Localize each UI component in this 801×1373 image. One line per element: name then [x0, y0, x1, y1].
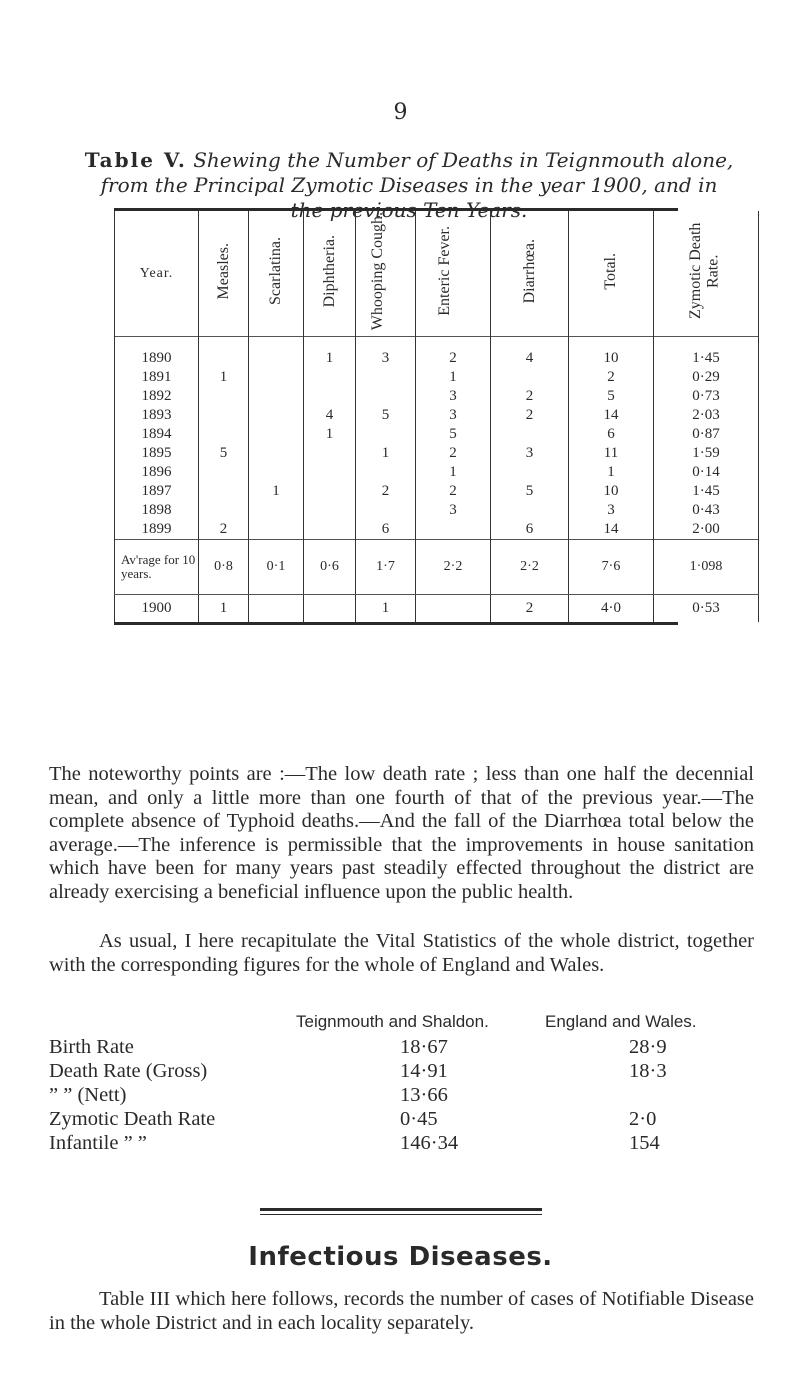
table-cell [356, 425, 416, 444]
header-diarrhoea: Diarrhœa. [491, 211, 569, 337]
paragraph-recapitulate: As usual, I here recapitulate the Vital Statistics of the whole district, together with the corresponding figures for the whole of England and Wales. [49, 930, 754, 976]
table-cell: 0·1 [249, 540, 304, 595]
table-header-row [115, 211, 759, 337]
table-cell [304, 482, 356, 501]
table-cell: 1·45 [654, 337, 759, 369]
table-cell [416, 520, 491, 540]
vital-value-teignmouth: 14·91 [400, 1060, 448, 1082]
table-cell [249, 337, 304, 369]
table-body [115, 337, 759, 540]
deaths-table [114, 211, 759, 622]
table-cell: 6 [356, 520, 416, 540]
table-bottom-rule [114, 622, 678, 625]
vital-rows [49, 1036, 754, 1156]
table-cell: 5 [356, 406, 416, 425]
vital-header [49, 1012, 754, 1036]
caption-text: Shewing the Number of Deaths in Teignmouth alone, from the Principal Zymotic Diseases in the year 1900, and in the previous Ten Years. [100, 148, 734, 222]
table-cell [356, 463, 416, 482]
vital-row [49, 1084, 754, 1108]
section-title: Infectious Diseases. [248, 1242, 553, 1272]
table-cell: 6 [491, 520, 569, 540]
table-cell: 1 [199, 595, 249, 623]
table-cell: 11 [569, 444, 654, 463]
header-scarlatina: Scarlatina. [249, 211, 304, 337]
table-cell [249, 387, 304, 406]
vital-value-teignmouth: 13·66 [400, 1084, 448, 1106]
vital-row [49, 1132, 754, 1156]
table-cell: 2 [491, 406, 569, 425]
table-cell [199, 482, 249, 501]
table-cell [249, 425, 304, 444]
table-cell: 0·8 [199, 540, 249, 595]
table-cell: 1895 [115, 444, 199, 463]
table-cell: 1898 [115, 501, 199, 520]
table-cell [249, 520, 304, 540]
table-cell [199, 387, 249, 406]
table-cell: 0·6 [304, 540, 356, 595]
page-number: 9 [393, 100, 408, 125]
vital-col-teignmouth: Teignmouth and Shaldon. [296, 1012, 489, 1031]
vital-value-england: 18·3 [629, 1060, 667, 1082]
table-cell: 5 [491, 482, 569, 501]
table-cell: 0·73 [654, 387, 759, 406]
table-cell [356, 387, 416, 406]
table-cell: 4 [304, 406, 356, 425]
paragraph-table-three: Table III which here follows, records the number of cases of Notifiable Disease in the whole District and in each locality separately. [49, 1288, 754, 1334]
table-cell: 1891 [115, 368, 199, 387]
vital-label: Birth Rate [49, 1036, 134, 1058]
header-whooping-cough: Whooping Cough. [356, 211, 416, 337]
table-row [115, 444, 759, 463]
table-cell: 14 [569, 520, 654, 540]
table-cell [199, 463, 249, 482]
table-row [115, 387, 759, 406]
table-cell: 1·098 [654, 540, 759, 595]
table-cell [491, 425, 569, 444]
section-rule-thin [260, 1214, 542, 1215]
table-cell [304, 463, 356, 482]
caption-lead: Table V. [84, 148, 187, 172]
table-cell [249, 595, 304, 623]
table-cell [199, 406, 249, 425]
table-cell [491, 368, 569, 387]
vital-col-england: England and Wales. [545, 1012, 697, 1031]
table-cell [304, 595, 356, 623]
table-cell: 2 [199, 520, 249, 540]
table-cell [491, 463, 569, 482]
vital-value-teignmouth: 0·45 [400, 1108, 438, 1130]
table-cell: 1 [569, 463, 654, 482]
table-cell: 2 [416, 444, 491, 463]
table-cell: 2 [569, 368, 654, 387]
table-cell: 1896 [115, 463, 199, 482]
vital-statistics [49, 1012, 754, 1156]
table-cell: 3 [491, 444, 569, 463]
table-cell [416, 595, 491, 623]
table-cell: 1894 [115, 425, 199, 444]
table-row [115, 406, 759, 425]
table-cell [304, 501, 356, 520]
vital-label: Death Rate (Gross) [49, 1060, 208, 1082]
table-cell [199, 337, 249, 369]
header-total: Total. [569, 211, 654, 337]
table-row [115, 425, 759, 444]
table-row [115, 520, 759, 540]
table-cell: 0·87 [654, 425, 759, 444]
table-cell: 1899 [115, 520, 199, 540]
table-cell: 3 [569, 501, 654, 520]
vital-label: Zymotic Death Rate [49, 1108, 216, 1130]
vital-value-england: 28·9 [629, 1036, 667, 1058]
vital-label: Infantile ” ” [49, 1132, 147, 1154]
table-cell: 4·0 [569, 595, 654, 623]
table-cell: 5 [199, 444, 249, 463]
vital-row [49, 1108, 754, 1132]
vital-label: ” ” (Nett) [49, 1084, 127, 1106]
table-cell [356, 368, 416, 387]
vital-value-england: 154 [629, 1132, 660, 1154]
table-cell [304, 368, 356, 387]
header-zymotic-death-rate: Zymotic Death Rate. [654, 211, 759, 337]
table-cell: 2 [491, 595, 569, 623]
table-cell: 3 [416, 501, 491, 520]
table-cell: 3 [416, 387, 491, 406]
table-cell: 1 [356, 595, 416, 623]
table-cell [356, 501, 416, 520]
table-cell: 14 [569, 406, 654, 425]
table-cell: 5 [416, 425, 491, 444]
table-row [115, 368, 759, 387]
table-cell: 1·59 [654, 444, 759, 463]
table-cell [199, 425, 249, 444]
table-cell: 5 [569, 387, 654, 406]
table-cell [304, 387, 356, 406]
average-row [115, 540, 759, 595]
table-cell: 1893 [115, 406, 199, 425]
table-cell: 1 [416, 463, 491, 482]
table-cell: 1890 [115, 337, 199, 369]
table-cell: 2·2 [491, 540, 569, 595]
table-cell: 10 [569, 337, 654, 369]
table-cell: 2·03 [654, 406, 759, 425]
header-measles: Measles. [199, 211, 249, 337]
vital-row [49, 1060, 754, 1084]
table-cell [304, 444, 356, 463]
table-cell: 1897 [115, 482, 199, 501]
paragraph-noteworthy: The noteworthy points are :—The low death rate ; less than one half the decennial mean, and only a little more than one fourth of that of the previous year.—The complete absence of Typhoid deaths.—And the fall of the Diarrhœa total below the average.—The inference is permissible that the improvements in house sanitation which have been for many years past steadily effected throughout the district are already exercising a beneficial influence upon the public health. [49, 763, 754, 903]
vital-value-teignmouth: 146·34 [400, 1132, 459, 1154]
table-cell: 1 [304, 425, 356, 444]
table-cell: 1 [304, 337, 356, 369]
table-cell: 0·14 [654, 463, 759, 482]
table-cell: 1 [199, 368, 249, 387]
table-cell [199, 501, 249, 520]
table-cell: 6 [569, 425, 654, 444]
average-label: Av'rage for 10 years. [115, 540, 199, 595]
table-cell: 2·00 [654, 520, 759, 540]
header-diphtheria: Diphtheria. [304, 211, 356, 337]
table-cell: 2 [356, 482, 416, 501]
table-cell: 0·29 [654, 368, 759, 387]
vital-row [49, 1036, 754, 1060]
table-cell: 3 [356, 337, 416, 369]
header-year: Year. [115, 211, 199, 337]
table-cell: 0·43 [654, 501, 759, 520]
table-cell: 1·7 [356, 540, 416, 595]
table-cell: 1 [249, 482, 304, 501]
table-cell: 1 [356, 444, 416, 463]
table-cell: 2 [416, 482, 491, 501]
table-cell: 4 [491, 337, 569, 369]
header-enteric-fever: Enteric Fever. [416, 211, 491, 337]
table-cell [249, 501, 304, 520]
table-cell: 2·2 [416, 540, 491, 595]
table-row [115, 337, 759, 369]
table-row [115, 463, 759, 482]
table-cell: 1 [416, 368, 491, 387]
table-cell: 10 [569, 482, 654, 501]
table-cell: 3 [416, 406, 491, 425]
table-cell [304, 520, 356, 540]
deaths-table-wrapper [114, 208, 723, 625]
table-row [115, 482, 759, 501]
table-cell: 1·45 [654, 482, 759, 501]
table-cell [249, 444, 304, 463]
table-cell: 1900 [115, 595, 199, 623]
year-1900-row [115, 595, 759, 623]
table-cell: 0·53 [654, 595, 759, 623]
vital-value-teignmouth: 18·67 [400, 1036, 448, 1058]
section-rule [260, 1208, 542, 1211]
table-cell: 7·6 [569, 540, 654, 595]
table-cell [249, 463, 304, 482]
table-cell [249, 368, 304, 387]
table-cell [249, 406, 304, 425]
table-cell [491, 501, 569, 520]
table-cell: 2 [491, 387, 569, 406]
table-row [115, 501, 759, 520]
vital-value-england: 2·0 [629, 1108, 657, 1130]
table-cell: 1892 [115, 387, 199, 406]
table-cell: 2 [416, 337, 491, 369]
